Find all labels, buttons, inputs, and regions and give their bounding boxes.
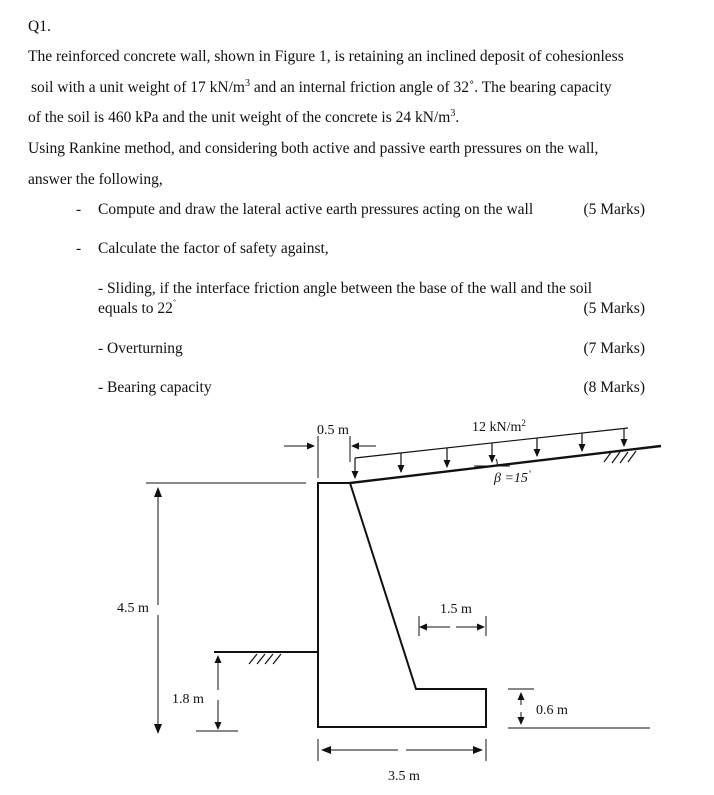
label-front-depth: 1.8 m (172, 692, 204, 707)
paragraph-2-line-1: Using Rankine method, and considering both active and passive earth pressures on the wall, (28, 140, 599, 157)
task-1-text: Compute and draw the lateral active earth pressures acting on the wall (98, 201, 534, 218)
label-base-width: 3.5 m (388, 769, 420, 784)
bearing-marks: (8 Marks) (583, 379, 645, 396)
label-height: 4.5 m (117, 601, 149, 616)
sliding-marks: (5 Marks) (583, 300, 645, 317)
overturning-text: - Overturning (98, 340, 183, 357)
sliding-line-2: equals to 22˚ (98, 298, 177, 317)
label-base-thickness: 0.6 m (536, 703, 568, 718)
task-2-bullet: - (76, 240, 82, 257)
task-1-marks: (5 Marks) (583, 201, 645, 218)
bearing-text: - Bearing capacity (98, 379, 212, 396)
task-2-text: Calculate the factor of safety against, (98, 240, 329, 257)
paragraph-1-line-1: The reinforced concrete wall, shown in Figure 1, is retaining an inclined deposit of cohesionless (28, 48, 624, 65)
overturning-marks: (7 Marks) (583, 340, 645, 357)
sliding-line-1: - Sliding, if the interface friction angle between the base of the wall and the soil (98, 280, 593, 297)
question-number: Q1. (28, 18, 51, 35)
task-1-bullet: - (76, 201, 82, 218)
paragraph-2-line-2: answer the following, (28, 171, 163, 188)
front-ground-hatch-icon (249, 654, 281, 664)
label-heel-width: 1.5 m (440, 602, 472, 617)
label-top-width: 0.5 m (317, 423, 349, 438)
label-surcharge: 12 $kN/m^2$ (472, 418, 526, 435)
paragraph-1-line-2: soil with a unit weight of 17 $kN/m^3$ and an internal friction angle of 32˚. The bearing capacity (31, 77, 612, 96)
label-beta: β =15˚ (494, 470, 532, 486)
paragraph-1-line-3: of the soil is 460 kPa and the unit weight of the concrete is 24 $kN/m^3$. (28, 107, 460, 126)
